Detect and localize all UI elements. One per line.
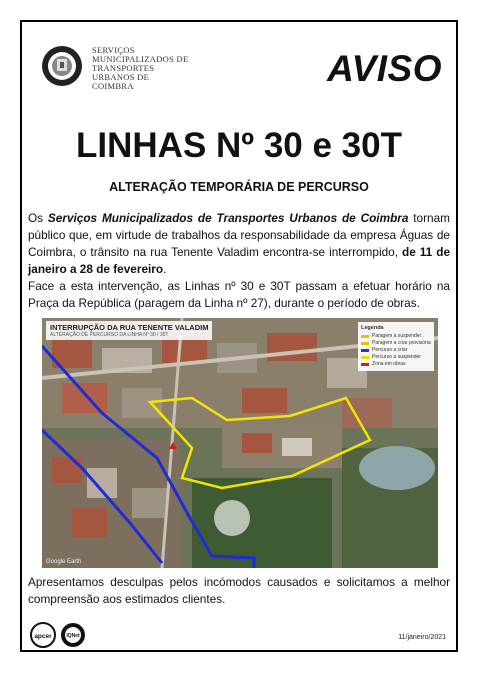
notice-title: LINHAS Nº 30 e 30T xyxy=(76,126,402,165)
smtuc-logo xyxy=(40,44,84,88)
legend-title: Legenda xyxy=(361,325,384,331)
legend-label: Paragem a suspender xyxy=(372,333,422,339)
text-span: tornam público que, em virtude de trabalhos da responsabilidade da empresa Águas de Coimbra, o trânsito na rua Tenente Valadim encontra-se interrompido, xyxy=(28,211,450,259)
text-span: . xyxy=(163,262,167,276)
organization-emphasis: Serviços Municipalizados de Transportes Urbanos de Coimbra xyxy=(47,211,409,225)
organization-name xyxy=(92,46,212,91)
iqnet-certification-logo xyxy=(60,622,86,648)
notice-subtitle: ALTERAÇÃO TEMPORÁRIA DE PERCURSO xyxy=(109,180,369,194)
org-line: MUNICIPALIZADOS DE xyxy=(92,54,189,64)
legend-item xyxy=(361,354,431,361)
paragraph-intervention: Face a esta intervenção, as Linhas nº 30 e 30T passam a efetuar horário na Praça da República (paragem da Linha nº 27), durante o período de obras. xyxy=(28,279,450,310)
notice-date: 11/janeiro/2021 xyxy=(398,634,446,641)
org-line: URBANOS DE xyxy=(92,72,150,82)
org-line: COIMBRA xyxy=(92,81,134,91)
legend-item xyxy=(361,340,431,347)
paragraph-closing: Apresentamos desculpas pelos incómodos causados e solicitamos a melhor compreensão aos estimados clientes. xyxy=(28,575,450,606)
cert-label: IQNet xyxy=(66,633,80,639)
text-span: Os xyxy=(28,211,48,225)
legend-swatch xyxy=(361,363,369,366)
legend-label: Percurso a criar xyxy=(372,347,408,353)
legend-label: Percurso a suspender xyxy=(372,354,421,360)
legend-label: Paragem a criar provisória xyxy=(372,340,431,346)
legend-item xyxy=(361,361,431,368)
org-line: SERVIÇOS xyxy=(92,45,135,55)
cert-label: apcer xyxy=(34,633,52,640)
legend-label: Zona em obras xyxy=(372,361,406,367)
map-legend xyxy=(358,322,434,371)
legend-swatch xyxy=(361,356,369,359)
map-subtitle: ALTERAÇÃO DE PERCURSO DA LINHA Nº 30 / 30T xyxy=(50,332,169,338)
map-title: INTERRUPÇÃO DA RUA TENENTE VALADIM xyxy=(50,323,209,332)
map-credit: Google Earth xyxy=(46,559,82,565)
legend-item xyxy=(361,333,431,340)
notice-badge: AVISO xyxy=(327,48,442,89)
apcer-certification-logo xyxy=(30,622,56,648)
map-header xyxy=(46,321,212,340)
notice-frame xyxy=(20,20,458,652)
legend-item xyxy=(361,347,431,354)
route-map xyxy=(42,318,438,568)
paragraph-announcement xyxy=(28,210,450,278)
dates-emphasis: de 11 de janeiro a 28 de fevereiro xyxy=(28,245,450,276)
legend-swatch xyxy=(361,335,369,338)
legend-swatch xyxy=(361,349,369,352)
org-line: TRANSPORTES xyxy=(92,63,155,73)
legend-swatch xyxy=(361,342,369,345)
